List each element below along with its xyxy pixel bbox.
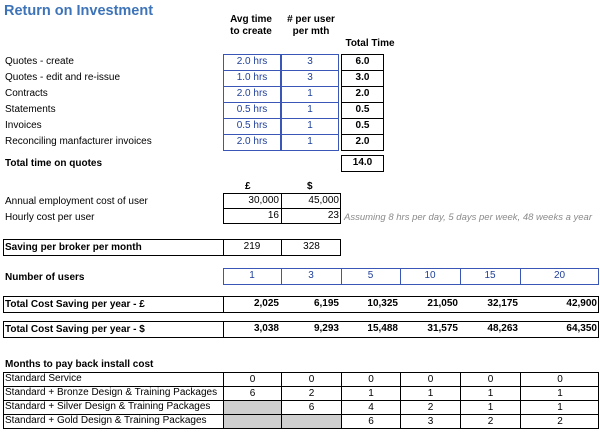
users-value: 5 [367,270,374,281]
payback-value: 1 [487,388,494,399]
saving-gbp-label: Total Cost Saving per year - £ [5,299,145,310]
saving-value: 15,488 [367,323,398,334]
payback-value: 2 [308,388,315,399]
payback-value: 0 [427,374,434,385]
payback-value: 1 [557,388,563,399]
payback-value: 3 [427,416,434,427]
users-label: Number of users [5,272,85,283]
payback-value: 0 [308,374,315,385]
hourly-cost-usd: 23 [327,210,339,221]
annual-cost-usd: 45,000 [308,195,339,206]
avg-time-value: 2.0 hrs [236,136,268,147]
header-total-time: Total Time [345,38,395,49]
payback-value: 4 [368,402,374,413]
payback-value: 0 [249,374,256,385]
users-value: 15 [484,270,496,281]
payback-value: 0 [487,374,494,385]
time-row-label: Reconciling manfacturer invoices [5,136,152,147]
currency-gbp: £ [245,181,251,192]
header-per-user-line1: # per user [287,14,335,25]
per-user-value: 1 [307,88,313,99]
saving-value: 6,195 [313,298,339,309]
payback-value: 1 [427,388,434,399]
payback-value: 6 [308,402,315,413]
avg-time-value: 2.0 hrs [236,88,268,99]
payback-title: Months to pay back install cost [5,359,154,370]
annual-cost-label: Annual employment cost of user [5,196,148,207]
users-value: 20 [553,270,566,281]
page-title: Return on Investment [4,3,154,19]
per-user-value: 1 [307,120,313,131]
total-time-value: 3.0 [355,72,370,83]
per-user-value: 1 [307,136,313,147]
payback-row-label: Standard + Gold Design & Training Packages [5,415,207,426]
saving-broker-usd: 328 [303,241,320,252]
saving-value: 31,575 [427,323,458,334]
saving-value: 2,025 [253,298,279,309]
payback-empty-cell [282,415,341,428]
payback-row-label: Standard + Silver Design & Training Packages [5,401,211,412]
users-value: 1 [249,270,255,281]
payback-value: 2 [557,416,563,427]
avg-time-value: 0.5 hrs [236,104,268,115]
payback-empty-cell [224,401,281,414]
hourly-cost-label: Hourly cost per user [5,212,95,223]
time-row-label: Statements [5,104,56,115]
header-avg-time-line2: to create [230,26,272,37]
payback-value: 1 [557,402,563,413]
total-quotes-label: Total time on quotes [5,158,103,169]
per-user-value: 3 [307,72,313,83]
payback-value: 0 [557,374,563,385]
total-time-value: 2.0 [355,136,370,147]
avg-time-value: 0.5 hrs [236,120,268,131]
payback-value: 6 [368,416,374,427]
time-row-label: Quotes - edit and re-issue [5,72,121,83]
users-value: 10 [424,270,436,281]
total-time-value: 0.5 [355,104,370,115]
saving-broker-label: Saving per broker per month [5,242,142,253]
saving-value: 21,050 [427,298,458,309]
total-quotes-value: 14.0 [352,157,373,168]
payback-value: 1 [487,402,494,413]
avg-time-value: 1.0 hrs [236,72,268,83]
total-time-value: 6.0 [355,56,370,67]
hourly-cost-gbp: 16 [267,210,279,221]
saving-value: 42,900 [566,298,597,309]
payback-row-label: Standard Service [5,373,82,384]
saving-value: 32,175 [487,298,518,309]
saving-value: 64,350 [566,323,597,334]
avg-time-value: 2.0 hrs [236,56,268,67]
header-per-user [283,14,339,38]
hourly-cost-note: Assuming 8 hrs per day, 5 days per week, 48 weeks a year [344,212,593,223]
users-value: 3 [308,270,314,281]
total-time-value: 2.0 [355,88,370,99]
time-row-label: Invoices [5,120,42,131]
payback-value: 1 [368,388,374,399]
saving-value: 9,293 [313,323,339,334]
saving-usd-label: Total Cost Saving per year - $ [5,324,145,335]
payback-value: 2 [427,402,434,413]
payback-value: 0 [368,374,374,385]
per-user-value: 1 [307,104,313,115]
header-avg-time [218,14,284,38]
payback-value: 6 [249,388,256,399]
payback-empty-cell [224,415,281,428]
header-per-user-line2: per mth [292,26,330,37]
payback-row-label: Standard + Bronze Design & Training Packages [5,387,218,398]
time-row-label: Quotes - create [5,56,74,67]
currency-usd: $ [307,181,313,192]
time-row-label: Contracts [5,88,48,99]
per-user-value: 3 [307,56,313,67]
payback-value: 2 [487,416,494,427]
saving-value: 10,325 [367,298,398,309]
header-avg-time-line1: Avg time [230,14,272,25]
saving-broker-gbp: 219 [243,241,261,252]
annual-cost-gbp: 30,000 [248,195,279,206]
total-time-value: 0.5 [355,120,370,131]
saving-value: 48,263 [487,323,518,334]
saving-value: 3,038 [253,323,279,334]
